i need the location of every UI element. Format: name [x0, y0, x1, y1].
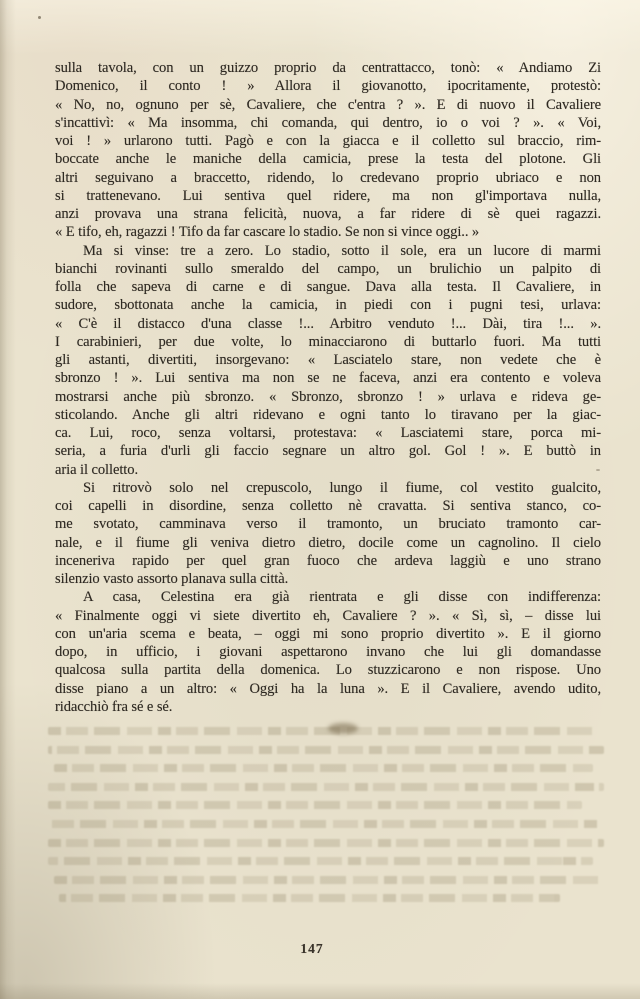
text-line: sbronzo ! ». Lui sentiva ma non se ne faceva, anzi era contento e voleva — [55, 370, 601, 387]
page-number: 147 — [300, 941, 324, 956]
text-line: con un'aria scema e beata, – oggi mi sono proprio divertito ». E il giorno — [55, 625, 601, 642]
text-line: silenzio vasto assorto planava sulla città. — [55, 571, 289, 587]
paragraph — [55, 479, 601, 589]
text-line: dopo, in ufficio, i giovani aspettarono invano che lui gli domandasse — [55, 644, 601, 660]
text-line: nale, e il fiume gli veniva dietro dietro, docile come un cagnolino. Il cielo — [55, 534, 601, 551]
text-line: qualcosa sulla partita della domenica. Lo stuzzicarono e non rispose. Uno — [55, 662, 601, 679]
paragraph — [55, 59, 601, 242]
bleed-line — [54, 876, 604, 884]
bleed-line — [59, 894, 559, 902]
bleed-line — [48, 783, 604, 791]
text-line: ridacchiò fra sé e sé. — [55, 698, 173, 715]
bleed-line — [48, 857, 593, 865]
text-line: « No, no, ognuno per sè, Cavaliere, che c'entra ? ». E di nuovo il Cavaliere — [55, 96, 601, 113]
paragraph — [55, 588, 601, 716]
bleed-line — [48, 839, 604, 847]
text-line: sticolando. Anche gli altri ridevano e ogni tanto lo tiravano per la giac- — [55, 406, 601, 423]
bleed-line — [48, 820, 598, 828]
text-line: aria il colletto. — [55, 461, 138, 478]
text-line: disse piano a un altro: « Oggi ha la luna ». E il Cavaliere, avendo udito, — [55, 680, 601, 697]
text-line: bianchi rovinanti sullo smeraldo del campo, un brulichio un palpito di — [55, 260, 601, 277]
text-line: sulla tavola, con un guizzo proprio da centrattacco, tonò: « Andiamo Zi — [55, 60, 601, 76]
text-line: boccate anche le maniche della camicia, prese la testa del plotone. Gli — [55, 151, 601, 168]
bleed-line — [48, 746, 604, 754]
bleed-through-text — [48, 727, 604, 913]
text-line: A casa, Celestina era già rientrata e gli disse con indifferenza: — [83, 589, 601, 606]
ink-smudge — [328, 723, 358, 734]
text-line: ca. Lui, roco, senza voltarsi, protestava: « Lasciatemi stare, porca mi- — [55, 425, 601, 441]
paper-speck — [596, 469, 600, 471]
text-line: mostrarsi anche più sbronzo. « Sbronzo, sbronzo ! » urlava e rideva ge- — [55, 388, 601, 405]
text-line: seria, a furia d'urli gli faccio segnare un altro gol. Gol ! ». E buttò in — [55, 443, 601, 460]
text-line: me svotato, camminava verso il tramonto, un bruciato tramonto car- — [55, 516, 601, 533]
text-line: sudore, sbottonata anche la camicia, in piedi con i pugni tesi, urlava: — [55, 297, 601, 314]
text-line: Domenico, il conto ! » Allora il giovanotto, ipocritamente, protestò: — [55, 78, 601, 95]
text-line: gli astanti, divertiti, insorgevano: « Lasciatelo stare, non vedete che è — [55, 352, 601, 368]
text-line: « Finalmente oggi vi siete divertito eh, Cavaliere ? ». « Sì, sì, – disse lui — [55, 607, 601, 624]
paper-speck — [38, 16, 41, 19]
text-line: anzi provava una strana felicità, nuova, a far ridere di sè quei ragazzi. — [55, 206, 601, 222]
text-line: inceneriva rapido per quel gran fuoco che ardeva laggiù e uno strano — [55, 552, 601, 569]
text-line: altri seguivano a braccetto, ridendo, lo credevano proprio ubriaco e non — [55, 169, 601, 186]
bleed-line — [48, 801, 582, 809]
paragraph — [55, 242, 601, 479]
text-line: folla che sapeva di carne e di sangue. Dava alla testa. Il Cavaliere, in — [55, 279, 601, 295]
text-line: si trattenevano. Lui sentiva quel ridere, ma non gl'importava nulla, — [55, 187, 601, 204]
text-line: Si ritrovò solo nel crepuscolo, lungo il fiume, col vestito gualcito, — [83, 479, 601, 496]
page-text-block — [55, 59, 601, 716]
bleed-line — [48, 727, 598, 735]
text-line: Ma si vinse: tre a zero. Lo stadio, sotto il sole, era un lucore di marmi — [83, 242, 601, 259]
text-line: voi ! » urlarono tutti. Pagò e con la giacca e il colletto sul braccio, rim- — [55, 133, 601, 149]
text-line: I carabinieri, per due volte, lo minacciarono di buttarlo fuori. Ma tutti — [55, 333, 601, 350]
text-line: s'incattivì: « Ma insomma, chi comanda, qui dentro, io o voi ? ». « Voi, — [55, 114, 601, 131]
text-line: « C'è il distacco d'una classe !... Arbitro venduto !... Dài, tira !... ». — [55, 315, 601, 332]
text-line: « E tifo, eh, ragazzi ! Tifo da far cascare lo stadio. Se non si vince oggi.. » — [55, 224, 480, 241]
bleed-line — [54, 764, 593, 772]
text-line: coi capelli in disordine, senza colletto nè cravatta. Si sentiva stanco, co- — [55, 498, 601, 514]
